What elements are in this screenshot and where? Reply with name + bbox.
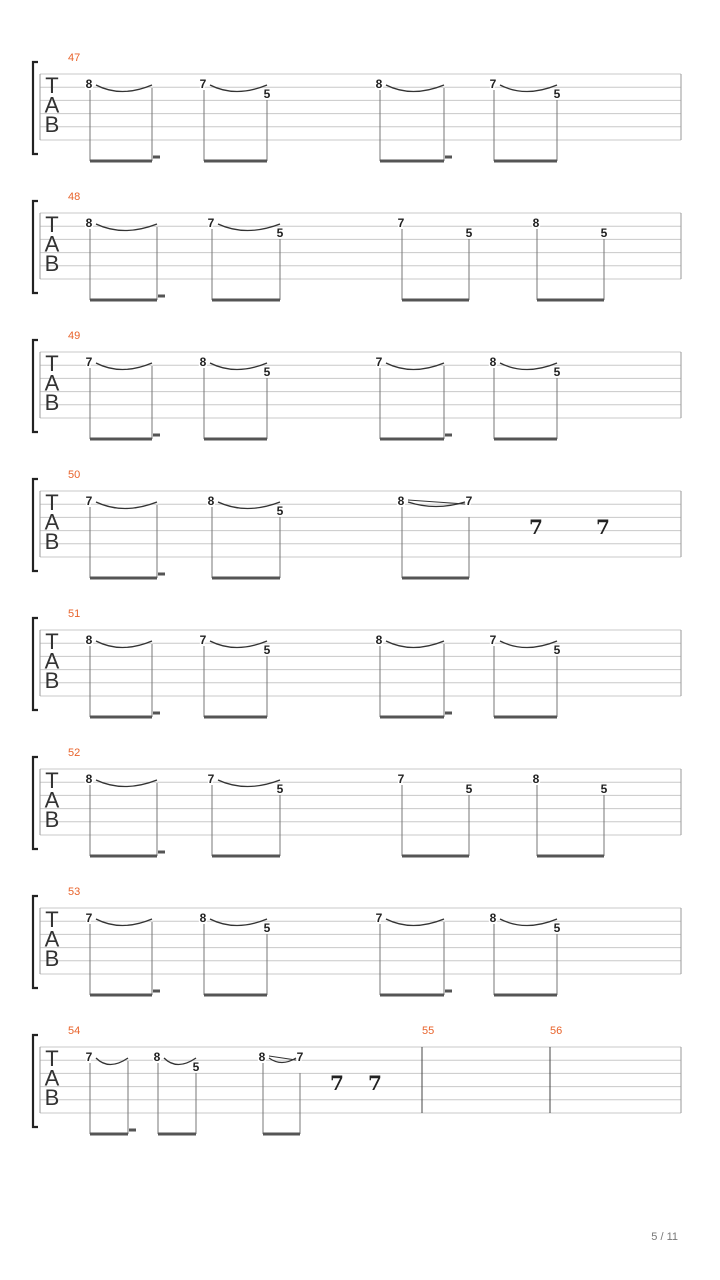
- staff-system: [33, 1025, 681, 1134]
- fret-number: 5: [553, 921, 561, 935]
- fret-number: 8: [375, 633, 383, 647]
- tie-arc: [96, 1058, 128, 1065]
- bar-number: 55: [422, 1025, 435, 1037]
- tab-clef-letter: B: [44, 251, 60, 276]
- fret-number: 5: [553, 365, 561, 379]
- tie-arc: [96, 224, 157, 231]
- tie-arc: [386, 919, 444, 926]
- fret-number: 8: [532, 216, 540, 230]
- tab-clef-letter: T: [45, 768, 59, 793]
- fret-number: 8: [85, 77, 93, 91]
- tie-arc: [386, 85, 444, 92]
- fret-number: 5: [192, 1060, 200, 1074]
- tab-clef-letter: T: [45, 629, 59, 654]
- beat-group: [208, 216, 284, 300]
- eighth-rest: 7: [368, 1071, 382, 1095]
- beat-group: [86, 633, 160, 717]
- tie-arc: [96, 641, 152, 648]
- staff-bracket: [33, 479, 38, 571]
- tie-arc: [500, 641, 557, 648]
- tab-clef-letter: A: [44, 787, 60, 813]
- fret-number: 8: [397, 494, 405, 508]
- fret-number: 5: [600, 782, 608, 796]
- tie-arc: [386, 641, 444, 648]
- slide-line: [408, 500, 465, 504]
- fret-number: 5: [553, 87, 561, 101]
- fret-number: 7: [207, 216, 215, 230]
- fret-number: 7: [489, 633, 497, 647]
- beat-group: [86, 494, 165, 578]
- beat-group: [86, 77, 160, 161]
- fret-number: 8: [375, 77, 383, 91]
- tie-arc: [500, 363, 557, 370]
- tab-clef-letter: A: [44, 231, 60, 257]
- fret-number: 5: [276, 782, 284, 796]
- fret-number: 5: [263, 643, 271, 657]
- staff-system: [33, 52, 681, 161]
- page-number: 5 / 11: [651, 1231, 678, 1243]
- staff-system: [33, 886, 681, 995]
- eighth-rest: 7: [596, 515, 610, 539]
- beat-group: [200, 633, 271, 717]
- tab-clef-letter: A: [44, 648, 60, 674]
- tab-clef-letter: A: [44, 509, 60, 535]
- fret-number: 5: [553, 643, 561, 657]
- beat-group: [86, 1050, 136, 1134]
- tie-arc: [218, 502, 280, 509]
- fret-number: 8: [85, 772, 93, 786]
- beat-group: [200, 355, 271, 439]
- beat-group: [490, 633, 561, 717]
- tie-arc: [218, 780, 280, 787]
- tab-clef-letter: T: [45, 1046, 59, 1071]
- fret-number: 5: [276, 226, 284, 240]
- tab-clef-letter: B: [44, 1085, 60, 1110]
- staff-system: [33, 747, 681, 856]
- beat-group: [259, 1050, 304, 1134]
- staff-bracket: [33, 62, 38, 154]
- fret-number: 8: [199, 911, 207, 925]
- fret-number: 8: [489, 911, 497, 925]
- slide-line: [269, 1056, 296, 1060]
- eighth-rest: 7: [529, 515, 543, 539]
- staff-bracket: [33, 618, 38, 710]
- beat-group: [86, 911, 160, 995]
- beat-group: [200, 911, 271, 995]
- beat-group: [86, 216, 165, 300]
- beat-group: [154, 1050, 200, 1134]
- fret-number: 5: [465, 226, 473, 240]
- tie-arc: [386, 363, 444, 370]
- tie-arc: [210, 641, 267, 648]
- tie-arc: [500, 85, 557, 92]
- fret-number: 7: [397, 772, 405, 786]
- fret-number: 7: [85, 355, 93, 369]
- bar-number: 48: [68, 191, 81, 203]
- tab-clef-letter: T: [45, 73, 59, 98]
- tab-clef-letter: A: [44, 1065, 60, 1091]
- fret-number: 7: [85, 1050, 93, 1064]
- fret-number: 7: [296, 1050, 304, 1064]
- fret-number: 7: [397, 216, 405, 230]
- tie-arc: [164, 1058, 196, 1065]
- tie-arc: [96, 780, 157, 787]
- beat-group: [398, 772, 473, 856]
- beat-group: [490, 77, 561, 161]
- bar-number: 49: [68, 330, 81, 342]
- tab-clef-letter: B: [44, 807, 60, 832]
- fret-number: 8: [207, 494, 215, 508]
- tie-arc: [210, 919, 267, 926]
- bar-number: 53: [68, 886, 81, 898]
- bar-number: 52: [68, 747, 81, 759]
- staff-bracket: [33, 1035, 38, 1127]
- beat-group: [376, 355, 452, 439]
- bar-number: 54: [68, 1025, 81, 1037]
- beat-group: [86, 355, 160, 439]
- tie-arc: [96, 85, 152, 92]
- tab-clef-letter: B: [44, 112, 60, 137]
- beat-group: [376, 633, 452, 717]
- fret-number: 8: [258, 1050, 266, 1064]
- beat-group: [398, 494, 473, 578]
- fret-number: 7: [85, 911, 93, 925]
- bar-number: 51: [68, 608, 81, 620]
- bar-number: 50: [68, 469, 81, 481]
- fret-number: 7: [207, 772, 215, 786]
- fret-number: 7: [199, 77, 207, 91]
- tab-clef-letter: T: [45, 907, 59, 932]
- tie-arc: [210, 85, 267, 92]
- tie-arc: [500, 919, 557, 926]
- tab-clef-letter: A: [44, 926, 60, 952]
- staff-system: [33, 469, 681, 578]
- fret-number: 8: [199, 355, 207, 369]
- fret-number: 8: [489, 355, 497, 369]
- tie-arc: [96, 502, 157, 509]
- tab-clef-letter: B: [44, 529, 60, 554]
- fret-number: 7: [199, 633, 207, 647]
- tie-arc: [210, 363, 267, 370]
- tab-clef-letter: A: [44, 370, 60, 396]
- fret-number: 5: [263, 87, 271, 101]
- fret-number: 7: [489, 77, 497, 91]
- tab-clef-letter: B: [44, 946, 60, 971]
- beat-group: [533, 216, 608, 300]
- staff-bracket: [33, 896, 38, 988]
- tab-clef-letter: T: [45, 351, 59, 376]
- fret-number: 7: [85, 494, 93, 508]
- beat-group: [200, 77, 271, 161]
- fret-number: 5: [263, 365, 271, 379]
- fret-number: 7: [375, 355, 383, 369]
- tie-arc: [96, 919, 152, 926]
- tab-clef-letter: T: [45, 490, 59, 515]
- beat-group: [208, 494, 284, 578]
- staff-system: [33, 330, 681, 439]
- fret-number: 5: [263, 921, 271, 935]
- fret-number: 7: [375, 911, 383, 925]
- bar-number: 56: [550, 1025, 563, 1037]
- beat-group: [86, 772, 165, 856]
- staff-bracket: [33, 757, 38, 849]
- staff-bracket: [33, 201, 38, 293]
- tab-clef-letter: B: [44, 668, 60, 693]
- fret-number: 5: [465, 782, 473, 796]
- beat-group: [398, 216, 473, 300]
- fret-number: 8: [85, 216, 93, 230]
- fret-number: 8: [85, 633, 93, 647]
- fret-number: 8: [153, 1050, 161, 1064]
- beat-group: [376, 77, 452, 161]
- fret-number: 7: [465, 494, 473, 508]
- bar-number: 47: [68, 52, 81, 64]
- tie-arc: [96, 363, 152, 370]
- fret-number: 8: [532, 772, 540, 786]
- tie-arc: [218, 224, 280, 231]
- beat-group: [208, 772, 284, 856]
- tab-clef-letter: T: [45, 212, 59, 237]
- tab-clef-letter: A: [44, 92, 60, 118]
- beat-group: [490, 355, 561, 439]
- eighth-rest: 7: [330, 1071, 344, 1095]
- beat-group: [376, 911, 452, 995]
- fret-number: 5: [276, 504, 284, 518]
- tab-clef-letter: B: [44, 390, 60, 415]
- staff-system: [33, 191, 681, 300]
- beat-group: [533, 772, 608, 856]
- fret-number: 5: [600, 226, 608, 240]
- beat-group: [490, 911, 561, 995]
- staff-bracket: [33, 340, 38, 432]
- staff-system: [33, 608, 681, 717]
